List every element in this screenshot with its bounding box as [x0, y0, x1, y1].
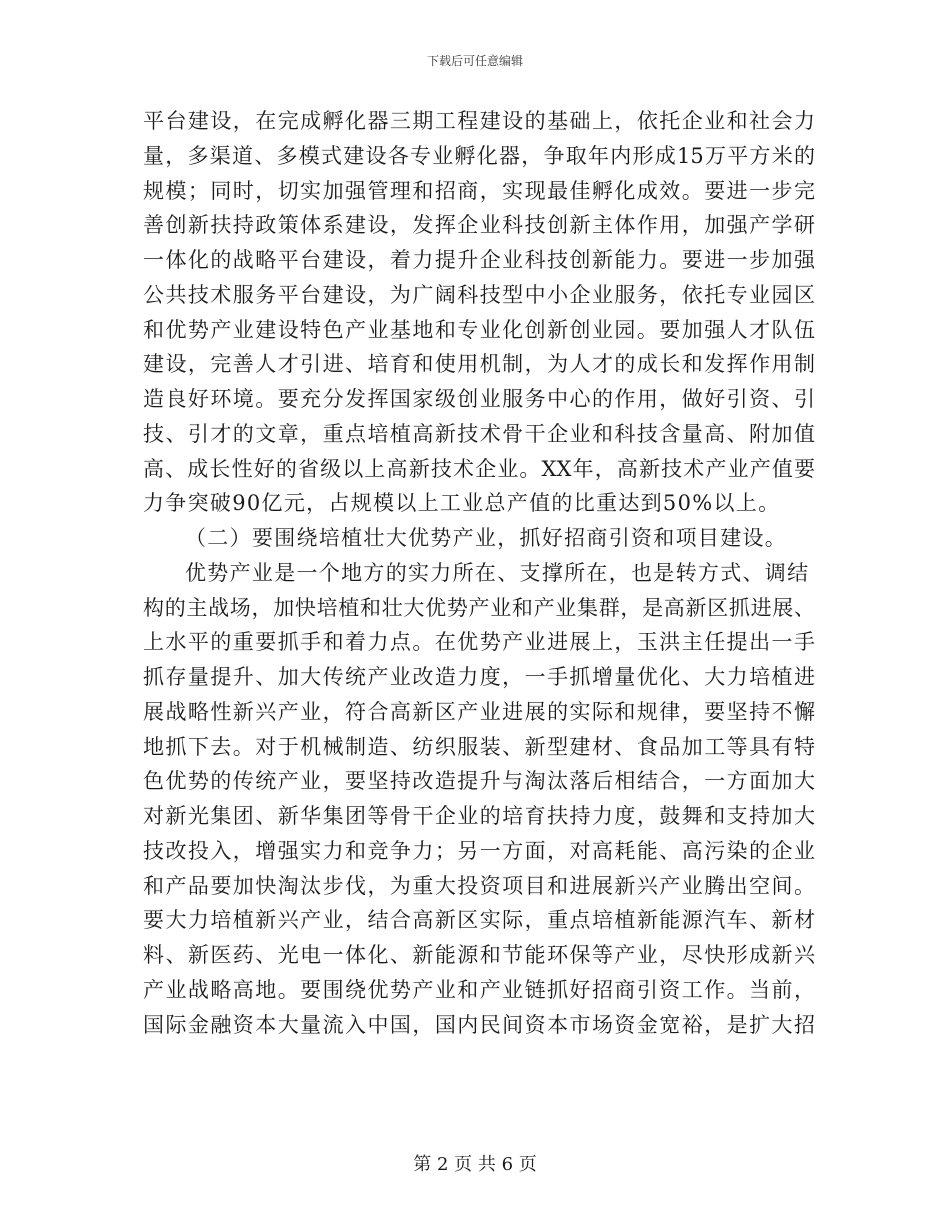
text-line: 抓存量提升、加大传统产业改造力度，一手抓增量优化、大力培植进: [143, 665, 815, 689]
text-line: 建设，完善人才引进、培育和使用机制，为人才的成长和发挥作用制: [143, 352, 815, 377]
text-line: 量，多渠道、多模式建设各专业孵化器，争取年内形成15万平方米的: [143, 143, 815, 168]
text-line: 对新光集团、新华集团等骨干企业的培育扶持力度，鼓舞和支持加大: [143, 804, 815, 828]
text-line: 构的主战场，加快培植和壮大优势产业和产业集群，是高新区抓进展、: [143, 595, 815, 620]
text-line: 公共技术服务平台建设，为广阔科技型中小企业服务，依托专业园区: [143, 282, 815, 307]
section-heading: （二）要围绕培植壮大优势产业，抓好招商引资和项目建设。: [185, 526, 788, 550]
text-line: 要大力培植新兴产业，结合高新区实际，重点培植新能源汽车、新材: [143, 908, 815, 933]
text-line: 展战略性新兴产业，符合高新区产业进展的实际和规律，要坚持不懈: [143, 699, 815, 724]
text-line: 规模；同时，切实加强管理和招商，实现最佳孵化成效。要进一步完: [143, 178, 815, 203]
text-line: 善创新扶持政策体系建设，发挥企业科技创新主体作用，加强产学研: [143, 213, 815, 238]
text-line: 优势产业是一个地方的实力所在、支撑所在，也是转方式、调结: [185, 560, 810, 585]
text-line: 和优势产业建设特色产业基地和专业化创新创业园。要加强人才队伍: [143, 317, 815, 342]
text-line: 和产品要加快淘汰步伐，为重大投资项目和进展新兴产业腾出空间。: [143, 873, 815, 898]
text-line: 料、新医药、光电一体化、新能源和节能环保等产业，尽快形成新兴: [143, 943, 815, 967]
text-line: 高、成长性好的省级以上高新技术企业。XX年，高新技术产业产值要: [143, 456, 815, 481]
text-line: 技改投入，增强实力和竞争力；另一方面，对高耗能、高污染的企业: [143, 838, 815, 863]
text-line: 国际金融资本大量流入中国，国内民间资本市场资金宽裕，是扩大招: [143, 1012, 815, 1037]
text-line: 力争突破90亿元，占规模以上工业总产值的比重达到50%以上。: [143, 491, 781, 516]
text-line: 上水平的重要抓手和着力点。在优势产业进展上，玉洪主任提出一手: [143, 630, 815, 655]
text-line: 地抓下去。对于机械制造、纺织服装、新型建材、食品加工等具有特: [143, 734, 815, 759]
text-line: 造良好环境。要充分发挥国家级创业服务中心的作用，做好引资、引: [143, 387, 815, 411]
text-line: 技、引才的文章，重点培植高新技术骨干企业和科技含量高、附加值: [143, 421, 815, 446]
text-line: 平台建设，在完成孵化器三期工程建设的基础上，依托企业和社会力: [143, 109, 815, 133]
document-body: [143, 104, 815, 1042]
text-line: 产业战略高地。要围绕优势产业和产业链抓好招商引资工作。当前，: [143, 977, 815, 1002]
text-line: 色优势的传统产业，要坚持改造提升与淘汰落后相结合，一方面加大: [143, 769, 815, 794]
text-line: 一体化的战略平台建设，着力提升企业科技创新能力。要进一步加强: [143, 248, 815, 272]
page-number-footer: 第 2 页 共 6 页: [413, 1154, 537, 1175]
page-header: 下载后可任意编辑: [426, 54, 523, 68]
